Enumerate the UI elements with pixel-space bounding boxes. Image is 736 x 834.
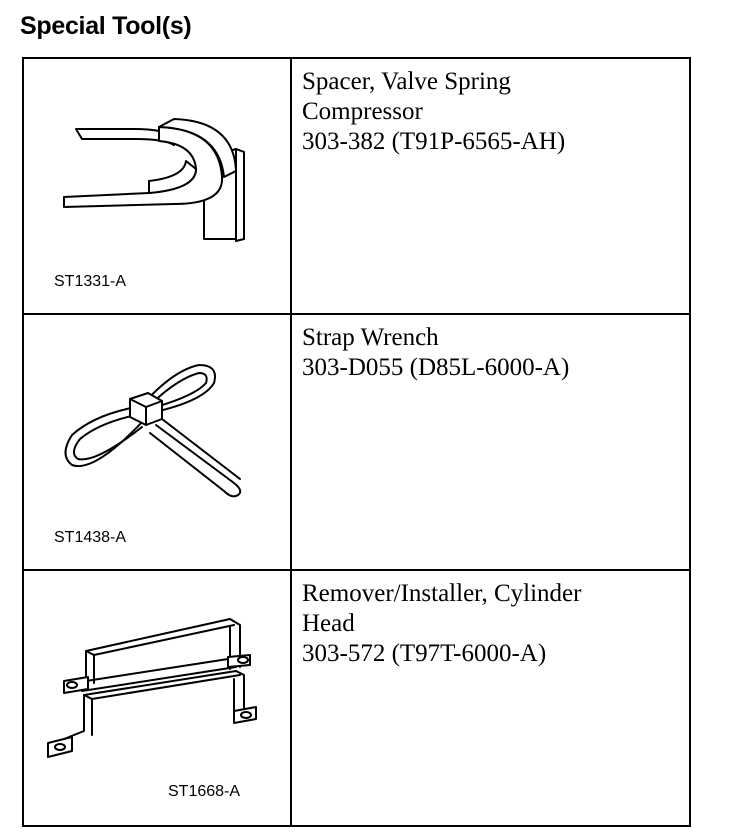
tool-description-cell [291,570,690,826]
cylinder-head-remover-installer-icon [24,571,290,825]
special-tools-table [22,57,691,827]
tool-row [23,58,690,314]
tool-code: ST1438-A [54,529,127,546]
tool-description-cell [291,314,690,570]
tool-description-line: Strap Wrench [302,324,439,351]
tool-illustration-cell [23,58,291,314]
tool-description-line: Remover/Installer, Cylinder [302,580,582,607]
tool-description [292,59,689,157]
tool-description [292,571,689,669]
tool-code: ST1331-A [54,273,127,290]
tool-description-line: 303-D055 (D85L-6000-A) [302,354,570,381]
tool-row [23,570,690,826]
tool-description-line: Compressor [302,98,423,125]
tool-description-line: Head [302,610,355,637]
tool-description-cell [291,58,690,314]
tool-description-line: Spacer, Valve Spring [302,68,511,95]
tool-illustration-cell [23,314,291,570]
tool-description-line: 303-382 (T91P-6565-AH) [302,128,566,155]
page-title: Special Tool(s) [20,12,192,40]
tool-code: ST1668-A [168,783,241,800]
tool-row [23,314,690,570]
tool-description [292,315,689,383]
tool-description-line: 303-572 (T97T-6000-A) [302,640,547,667]
tool-illustration-cell [23,570,291,826]
